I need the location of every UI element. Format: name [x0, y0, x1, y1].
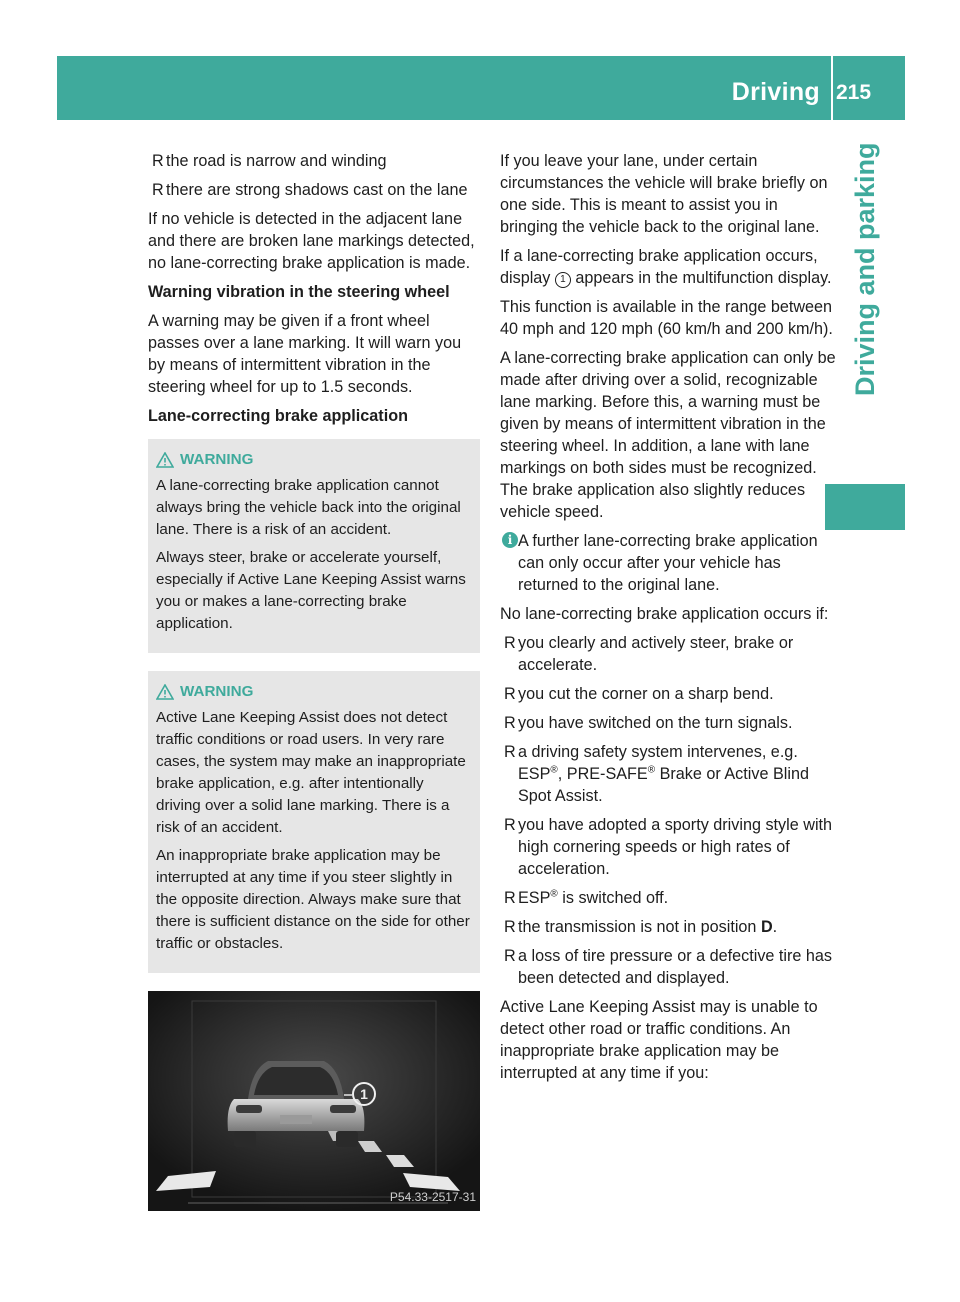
list-item-text: , PRE-SAFE [557, 765, 648, 783]
warning-text: An inappropriate brake application may be interrupted at any time if you steer slightly in the opposite direction. Always make sure that there is sufficient distance on the side for other traffic or obstacles. [156, 847, 470, 952]
warning-header [156, 449, 472, 471]
gear-position: D [760, 918, 773, 936]
warning-label: WARNING [180, 683, 254, 700]
list-item-text: . [772, 918, 778, 936]
warning-triangle-icon [156, 452, 174, 468]
paragraph [500, 245, 836, 289]
paragraph: Active Lane Keeping Assist may is unable to detect other road or traffic conditions. An inappropriate brake application may be interrupted at any time if you: [500, 998, 818, 1082]
list-item [500, 814, 836, 880]
warning-box [148, 671, 480, 973]
warning-text: Active Lane Keeping Assist does not detect traffic conditions or road users. In very rare cases, the system may make an inappropriate brake application, e.g. after intentionally driving over a solid lane marking. There is a risk of an accident. [156, 709, 466, 836]
list-item-text: you have adopted a sporty driving style with high cornering speeds or high rates of acceleration. [518, 816, 833, 878]
bullet-mark: R [504, 685, 516, 703]
warning-text: Always steer, brake or accelerate yourself, especially if Active Lane Keeping Assist warns you or makes a lane-correcting brake application. [156, 549, 466, 632]
list-item [500, 945, 836, 989]
list-item-text: a loss of tire pressure or a defective tire has been detected and displayed. [518, 947, 833, 987]
paragraph-text: appears in the multifunction display. [575, 269, 832, 287]
registered-mark: ® [647, 764, 656, 776]
paragraph: A lane-correcting brake application can only be made after driving over a solid, recognizable lane marking. Before this, a warning must be given by means of intermittent vibration in the steering wheel. In addition, a lane with lane markings on both sides must be recognized. The brake application also slightly reduces vehicle speed. [500, 349, 836, 521]
warning-header [156, 681, 472, 703]
list-item [500, 632, 836, 676]
right-column [500, 150, 836, 1091]
callout-number: 1 [360, 1086, 368, 1102]
list-item [500, 712, 836, 734]
list-item-text: is switched off. [557, 889, 669, 907]
figure-id: P54.33-2517-31 [389, 1190, 476, 1204]
paragraph: A warning may be given if a front wheel passes over a lane marking. It will warn you by means of intermittent vibration in the steering wheel for up to 1.5 seconds. [148, 312, 462, 396]
header-divider [831, 56, 833, 120]
bullet-mark: R [152, 181, 164, 199]
paragraph: If you leave your lane, under certain circumstances the vehicle will brake briefly on one side. This is meant to assist you in bringing the vehicle back to the original lane. [500, 152, 828, 236]
list-item-text: Brake or Active Blind Spot Assist. [518, 765, 809, 805]
bullet-mark: R [504, 714, 516, 732]
list-item [148, 179, 480, 201]
bullet-mark: R [504, 634, 516, 652]
list-item-text: you cut the corner on a sharp bend. [518, 685, 774, 703]
paragraph-text: If a lane-correcting brake application occurs, display [500, 247, 818, 287]
list-item [148, 150, 480, 172]
list-item-text: ESP [518, 889, 551, 907]
bullet-mark: R [504, 918, 516, 936]
info-text: A further lane-correcting brake application can only occur after your vehicle has returned to the original lane. [518, 532, 818, 594]
bullet-mark: R [152, 152, 164, 170]
car-rear-view-illustration [148, 991, 480, 1211]
illustration-lane-keeping-display [148, 991, 480, 1211]
info-icon: i [502, 532, 518, 548]
warning-label: WARNING [180, 451, 254, 468]
side-tab-label: Driving and parking [850, 142, 880, 396]
paragraph: No lane-correcting brake application occurs if: [500, 605, 829, 623]
list-item-text: you clearly and actively steer, brake or accelerate. [518, 634, 794, 674]
list-item-text: there are strong shadows cast on the lane [166, 181, 468, 199]
warning-text: A lane-correcting brake application cannot always bring the vehicle back into the original lane. There is a risk of an accident. [156, 477, 461, 538]
list-item [500, 741, 836, 807]
bullet-mark: R [504, 889, 516, 907]
page-section-title: Driving systems [717, 78, 820, 178]
list-item-text: you have switched on the turn signals. [518, 714, 793, 732]
bullet-mark: R [504, 743, 516, 761]
info-note [500, 530, 836, 596]
section-heading: Lane-correcting brake application [148, 407, 408, 425]
paragraph: If no vehicle is detected in the adjacent lane and there are broken lane markings detected, no lane-correcting brake application is made. [148, 210, 475, 272]
bullet-mark: R [504, 947, 516, 965]
bullet-mark: R [504, 816, 516, 834]
registered-mark: ® [550, 764, 558, 776]
registered-mark: ® [550, 888, 558, 900]
display-number-marker: 1 [555, 272, 571, 288]
section-heading: Warning vibration in the steering wheel [148, 283, 450, 301]
list-item-text: the road is narrow and winding [166, 152, 387, 170]
list-item [500, 887, 836, 909]
warning-triangle-icon [156, 684, 174, 700]
list-item [500, 916, 836, 938]
left-column [148, 150, 480, 1211]
list-item-text: the transmission is not in position [518, 918, 761, 936]
list-item [500, 683, 836, 705]
page-number: 215 [836, 81, 872, 104]
list-item-text: a driving safety system intervenes, e.g. ESP [518, 743, 798, 783]
warning-box [148, 439, 480, 653]
paragraph: This function is available in the range between 40 mph and 120 mph (60 km/h and 200 km/h). [500, 298, 833, 338]
side-tab-marker [825, 484, 905, 530]
